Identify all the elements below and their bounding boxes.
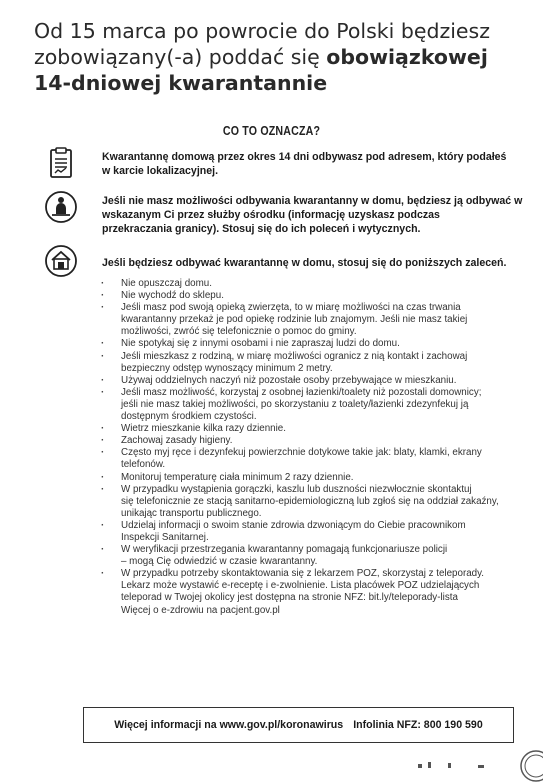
headline-line-2-normal: zobowiązany(-a) poddać się	[34, 45, 327, 69]
info-text-center: Jeśli nie masz możliwości odbywania kwarantanny w domu, będziesz ją odbywać w wskazanym Ci przez służby ośrodku (informację uzyskasz podczas przekraczania granicy). Stosuj się do ich poleceń i wytycznych.	[102, 195, 523, 235]
list-item: · Jeśli mieszkasz z rodziną, w miarę możliwości ogranicz z nią kontakt i zachowaj bezpieczny odstęp wynoszący minimum 2 metry.	[101, 351, 543, 375]
headline-line-2-bold: obowiązkowej	[326, 45, 488, 69]
info-text-home: Jeśli będziesz odbywać kwarantannę w domu, stosuj się do poniższych zaleceń.	[102, 257, 507, 269]
list-item: · Wietrz mieszkanie kilka razy dziennie.	[101, 423, 543, 435]
list-item: · W przypadku wystąpienia gorączki, kaszlu lub duszności niezwłocznie skontaktuj się telefonicznie ze stacją sanitarno-epidemiologiczną lub zgłoś się na oddział zakaźny, unikając transportu publicznego.	[101, 484, 543, 520]
headline	[34, 18, 534, 96]
headline-line-2	[34, 44, 534, 70]
list-item: · Zachowaj zasady higieny.	[101, 435, 543, 447]
info-text-residence: Kwarantannę domową przez okres 14 dni odbywasz pod adresem, który podałeś w karcie lokalizacyjnej.	[102, 151, 507, 177]
clipboard-document-icon	[44, 146, 78, 180]
person-in-building-icon	[44, 190, 78, 224]
list-item: · Nie spotykaj się z innymi osobami i nie zapraszaj ludzi do domu.	[101, 338, 543, 350]
nfz-hotline: Infolinia NFZ: 800 190 590	[353, 719, 483, 731]
more-info-link[interactable]: Więcej informacji na www.gov.pl/koronawirus	[114, 719, 344, 731]
headline-line-1: Od 15 marca po powrocie do Polski będziesz	[34, 19, 490, 43]
list-item: · Często myj ręce i dezynfekuj powierzchnie dotykowe takie jak: blaty, klamki, ekrany telefonów.	[101, 447, 543, 471]
list-item: · Nie wychodź do sklepu.	[101, 290, 543, 302]
list-item: · Nie opuszczaj domu.	[101, 278, 543, 290]
list-item: · W weryfikacji przestrzegania kwarantanny pomagają funkcjonariusze policji – mogą Cię odwiedzić w czasie kwarantanny.	[101, 544, 543, 568]
footer-info-box	[83, 707, 514, 743]
logo-fragment	[418, 760, 498, 768]
seal-emblem-icon	[519, 749, 543, 783]
list-item: · Jeśli masz możliwość, korzystaj z osobnej łazienki/toalety niż pozostali domownicy; jeśli nie masz takiej możliwości, po skorzystaniu z toalety/łazienki zdezynfekuj ją dostępnym środkiem czystości.	[101, 387, 543, 423]
list-item: · Używaj oddzielnych naczyń niż pozostałe osoby przebywające w mieszkaniu.	[101, 375, 543, 387]
list-item: · Monitoruj temperaturę ciała minimum 2 razy dziennie.	[101, 472, 543, 484]
recommendation-list	[101, 278, 543, 617]
list-item: · Jeśli masz pod swoją opieką zwierzęta, to w miarę możliwości na czas trwania kwarantanny przekaż je pod opiekę rodzinie lub znajomym. Jeśli nie masz takiej możliwości, zwróć się telefonicznie o pomoc do gminy.	[101, 302, 543, 338]
section-title: CO TO OZNACZA?	[222, 124, 321, 138]
list-item: · W przypadku potrzeby skontaktowania się z lekarzem POZ, skorzystaj z teleporady. Lekarz może wystawić e-receptę i e-zwolnienie. Lista placówek POZ udzielających teleporad w Twojej okolicy jest dostępna na stronie NFZ: bit.ly/teleporady-lista Więcej o e-zdrowiu na pacjent.gov.pl	[101, 568, 543, 616]
house-icon	[44, 244, 78, 278]
headline-line-3: 14-dniowej kwarantannie	[34, 71, 328, 95]
list-item: · Udzielaj informacji o swoim stanie zdrowia dzwoniącym do Ciebie pracownikom Inspekcji Sanitarnej.	[101, 520, 543, 544]
